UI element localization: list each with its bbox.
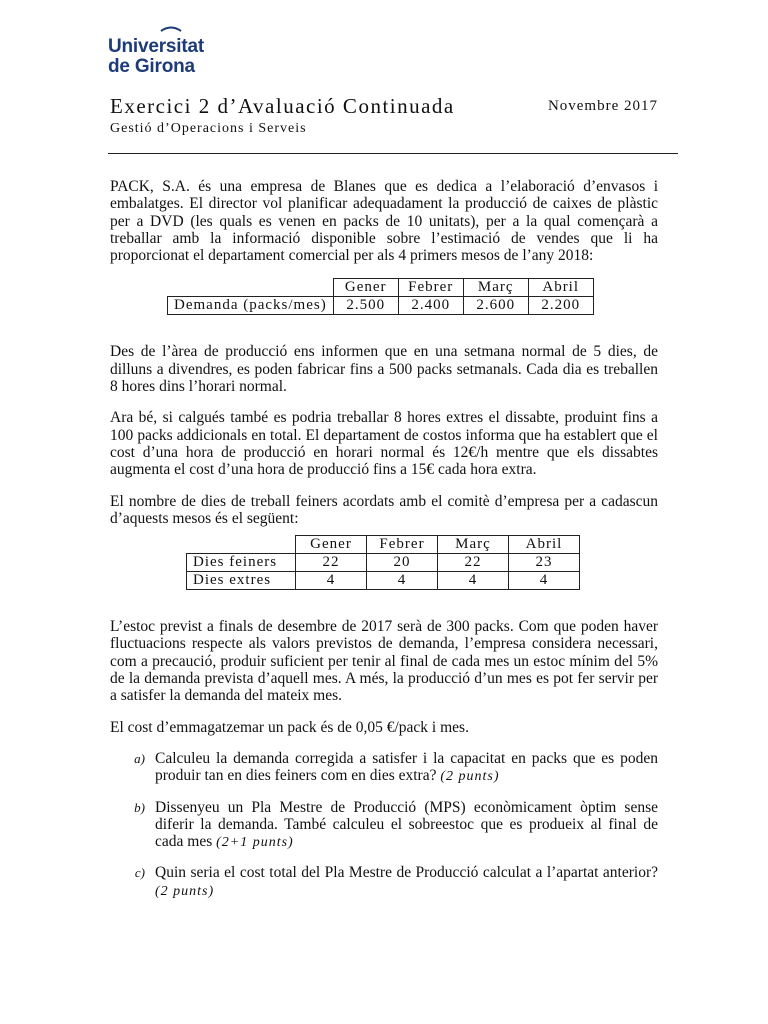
table-cell: 4 [367,572,438,590]
question-points: (2+1 punts) [216,835,294,851]
question-c [110,864,658,900]
question-body [155,750,658,786]
question-b [110,799,658,852]
table-cell: 2.500 [333,297,398,315]
university-logo [108,28,204,77]
table-header-cell: Març [463,279,528,297]
table-corner [187,536,296,554]
question-letter: c) [134,865,145,881]
paragraph-intro: PACK, S.A. és una empresa de Blanes que es dedica a l’elaboració d’envasos i embalatges. El director vol planificar adequadament la producció de caixes de plàstic per a DVD (les quals es venen en packs de 10 unitats), per a la qual començarà a treballar amb la informació disponible sobre l’estimació de vendes que li ha proporcionat el departament comercial per als 4 primers mesos de l’any 2018: [110,178,658,265]
table-header-row [168,279,594,297]
header-divider [108,153,678,154]
table-corner [168,279,334,297]
paragraph-production: Des de l’àrea de producció ens informen que en una setmana normal de 5 dies, de dilluns a divendres, es poden fabricar fins a 500 packs setmanals. Cada dia es treballen 8 hores dins l’horari normal. [110,343,658,396]
question-letter: b) [134,799,145,815]
table-row [187,554,580,572]
table-cell: 2.200 [528,297,593,315]
table-cell: 4 [509,572,580,590]
table-header-cell: Gener [296,536,367,554]
table-header-cell: Abril [509,536,580,554]
table-row [168,297,594,315]
table-header-row [187,536,580,554]
table-cell: 4 [296,572,367,590]
question-text: Dissenyeu un Pla Mestre de Producció (MPS) econòmicament òptim sense diferir la demanda. També calculeu el sobreestoc que es produeix al final de cada mes [155,798,658,851]
table-cell: 2.400 [398,297,463,315]
row-label: Demanda (packs/mes) [168,297,334,315]
table-header-cell: Març [438,536,509,554]
question-points: (2 punts) [155,883,215,899]
document-title: Exercici 2 d’Avaluació Continuada [110,94,455,118]
question-body [155,799,658,852]
question-body [155,864,658,900]
paragraph-days: El nombre de dies de treball feiners acordats amb el comitè d’empresa per a cadascun d’aquests mesos és el següent: [110,492,658,527]
demand-table [167,278,594,315]
row-label: Dies extres [187,572,296,590]
logo-arc-icon [160,26,182,32]
question-text: Calculeu la demanda corregida a satisfer i la capacitat en packs que es poden produir tan en dies feiners com en dies extra? [155,749,658,785]
table-header-cell: Gener [333,279,398,297]
table-header-cell: Febrer [398,279,463,297]
logo-text-line2: de Girona [108,56,195,77]
working-days-table [186,535,580,590]
table-row [187,572,580,590]
question-letter: a) [134,750,145,766]
document-body [110,178,658,913]
table-cell: 4 [438,572,509,590]
question-text: Quin seria el cost total del Pla Mestre de Producció calculat a l’apartat anterior? [155,864,658,882]
question-points: (2 punts) [440,769,500,785]
table-header-cell: Abril [528,279,593,297]
table-cell: 2.600 [463,297,528,315]
table-header-cell: Febrer [367,536,438,554]
table-cell: 20 [367,554,438,572]
question-a [110,750,658,786]
table-cell: 23 [509,554,580,572]
paragraph-stock: L’estoc previst a finals de desembre de 2017 serà de 300 packs. Com que poden haver fluctuacions respecte als valors previstos de demanda, l’empresa considera necessari, com a precaució, produir suficient per tenir al final de cada mes un estoc mínim del 5% de la demanda prevista d’aquell mes. A més, la producció d’un mes es pot fer servir per a satisfer la demanda del mateix mes. [110,618,658,705]
logo-text-line1: Universitat [108,36,205,57]
document-date: Novembre 2017 [547,98,658,114]
paragraph-costs: Ara bé, si calgués també es podria treballar 8 hores extres el dissabte, produint fins a 100 packs addicionals en total. El departament de costos informa que ha establert que el cost d’una hora de producció en horari normal és 12€/h mentre que els dissabtes augmenta el cost d’una hora de producció fins a 15€ cada hora extra. [110,409,658,479]
table-cell: 22 [296,554,367,572]
paragraph-storage-cost: El cost d’emmagatzemar un pack és de 0,05 €/pack i mes. [110,718,469,736]
row-label: Dies feiners [187,554,296,572]
table-cell: 22 [438,554,509,572]
document-subtitle: Gestió d’Operacions i Serveis [110,121,307,136]
